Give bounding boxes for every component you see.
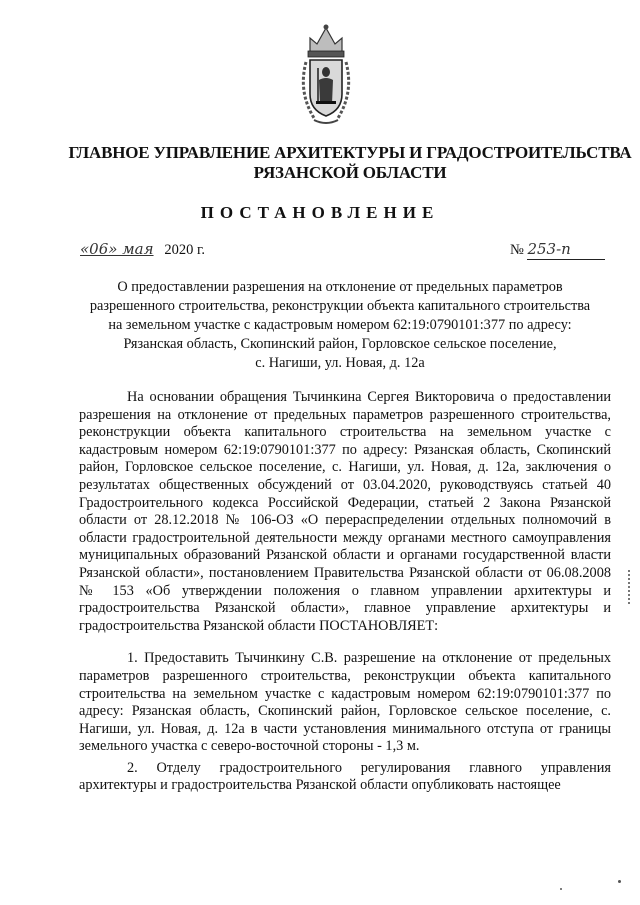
- document-subject: [70, 278, 610, 373]
- scan-speck: [560, 888, 562, 890]
- date-year: 2020 г.: [164, 242, 205, 258]
- subject-line: с. Нагиши, ул. Новая, д. 12а: [255, 355, 425, 371]
- document-type: ПОСТАНОВЛЕНИЕ: [200, 203, 440, 222]
- subject-line: Рязанская область, Скопинский район, Горловское сельское поселение,: [123, 336, 557, 352]
- preamble-paragraph: На основании обращения Тычинкина Сергея Викторовича о предоставлении разрешения на отклонение от предельных параметров разрешенного строительства, реконструкции объекта капитального строительства на земельном участке с кадастровым номером 62:19:0790101:377 по адресу: Рязанская область, Скопинский район, Горловское сельское поселение, с. Нагиши, ул. Новая, д. 12а, заключения о результатах общественных обсуждений от 03.04.2020, руководствуясь статьей 40 Градостроительного кодекса Российской Федерации, статьей 2 Закона Рязанской области от 28.12.2018 № 106-ОЗ «О перераспределении отдельных полномочий в области градостроительной деятельности между органами местного самоуправления муниципальных образований Рязанской области и органами государственной власти Рязанской области», постановлением Правительства Рязанской области от 06.08.2008 № 153 «Об утверждении положения о главном управлении архитектуры и градостроительства Рязанской области», главное управление архитектуры и градостроительства Рязанской области ПОСТАНОВЛЯЕТ:: [79, 389, 611, 634]
- clause-1-paragraph: 1. Предоставить Тычинкину С.В. разрешение на отклонение от предельных параметров разрешенного строительства, реконструкции объекта капитального строительства на земельном участке с кадастровым номером 62:19:0790101:377 по адресу: Рязанская область, Скопинский район, Горловское сельское поселение, с. Нагиши, ул. Новая, д. 12а в части установления минимального отступа от границы земельного участка с северо-восточной стороны - 1,3 м.: [79, 650, 611, 755]
- scan-edge-mark: [628, 570, 638, 604]
- clause-2-paragraph: 2. Отделу градостроительного регулирования главного управления архитектуры и градостроительства Рязанской области опубликовать настоящее: [79, 759, 611, 794]
- date-handwritten: «06» мая: [80, 240, 154, 258]
- organization-title: [60, 143, 640, 183]
- organization-title-line-1: ГЛАВНОЕ УПРАВЛЕНИЕ АРХИТЕКТУРЫ И ГРАДОСТРОИТЕЛЬСТВА: [68, 143, 632, 162]
- subject-line: разрешенного строительства, реконструкции объекта капитального строительства: [89, 298, 591, 314]
- document-date: [80, 240, 205, 259]
- subject-line: О предоставлении разрешения на отклонение от предельных параметров: [117, 279, 563, 295]
- scan-speck: [618, 880, 621, 883]
- document-body: [79, 389, 611, 795]
- subject-line: на земельном участке с кадастровым номером 62:19:0790101:377 по адресу:: [108, 317, 572, 333]
- ryazan-coat-of-arms-icon: [296, 22, 356, 126]
- number-handwritten: 253-п: [527, 240, 571, 258]
- number-sign: №: [510, 242, 524, 258]
- document-number: [510, 240, 605, 260]
- organization-title-line-2: РЯЗАНСКОЙ ОБЛАСТИ: [253, 163, 447, 182]
